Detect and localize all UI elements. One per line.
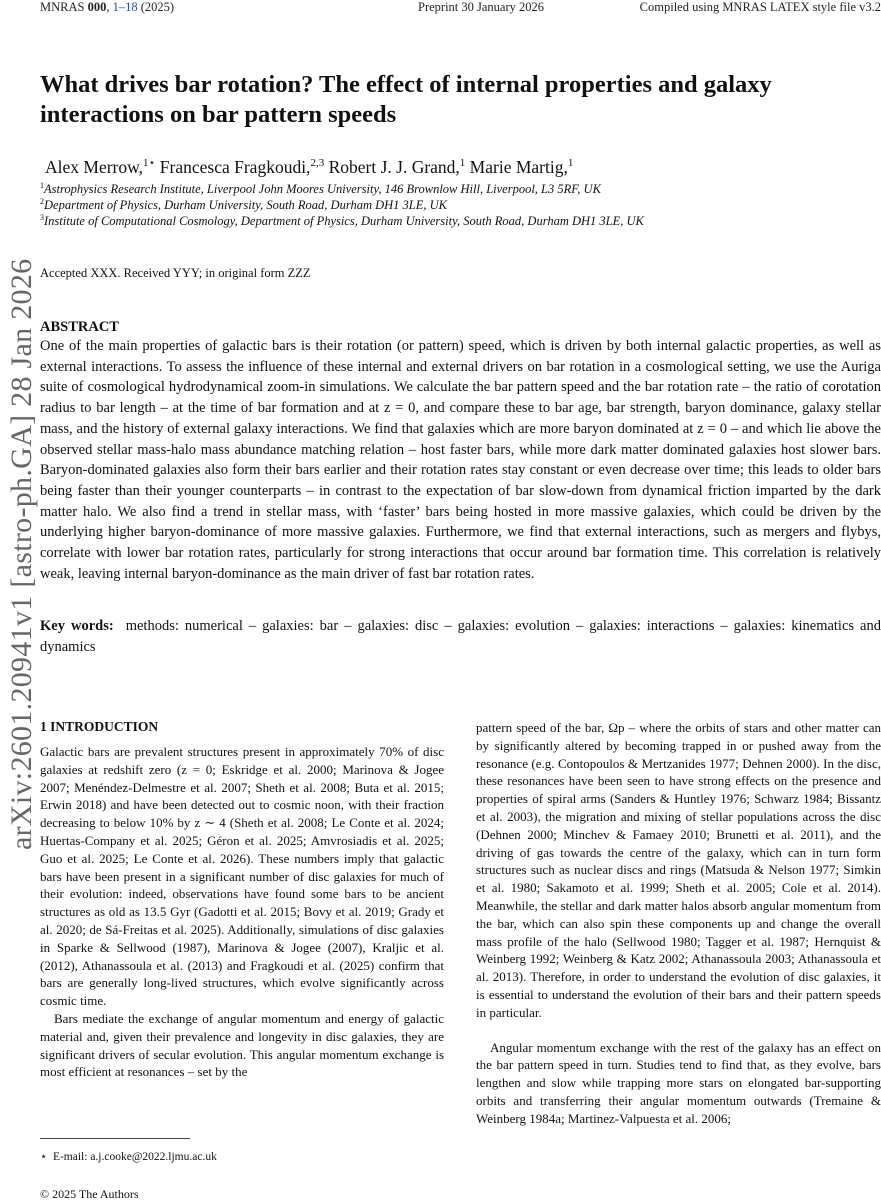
footnote-rule (40, 1138, 190, 1139)
keywords-text: methods: numerical – galaxies: bar – galaxies: disc – galaxies: evolution – galaxies: interactions – galaxies: kinematics and dynamics (40, 618, 881, 655)
body-paragraph: Angular momentum exchange with the rest of the galaxy has an effect on the bar pattern speed in turn. Studies tend to find that, as they evolve, bars lengthen and slow while trapping more stars on elongated bar-supporting orbits and transferring their angular momentum outwards (Tremaine & Weinberg 1984a; Martinez-Valpuesta et al. 2006; (476, 1039, 881, 1126)
affiliation-text: Institute of Computational Cosmology, Department of Physics, Durham University, South Road, Durham DH1 3LE, UK (44, 214, 644, 229)
author-name: Francesca Fragkoudi, (159, 156, 311, 177)
preprint-date: Preprint 30 January 2026 (418, 0, 545, 14)
accepted-received-line: Accepted XXX. Received YYY; in original form ZZZ (40, 266, 311, 280)
body-paragraph: Galactic bars are prevalent structures present in approximately 70% of disc galaxies at redshift zero (z = 0; Eskridge et al. 2000; Marinova & Jogee 2007; Menéndez-Delmestre et al. 2007; Sheth et al. 2008; Buta et al. 2015; Erwin 2018) and have been detected out to cosmic noon, with their fraction decreasing to below 10% by z ∼ 4 (Sheth et al. 2008; Le Conte et al. 2024; Huertas-Company et al. 2025; Géron et al. 2025; Amvrosiadis et al. 2025; Guo et al. 2025; Le Conte et al. 2026). These numbers imply that galactic bars have been present in a significant number of disc galaxies for much of their evolution: indeed, observations have found some bars to be ancient structures as old as 13.5 Gyr (Gadotti et al. 2015; Bovy et al. 2019; Grady et al. 2020; de Sá-Freitas et al. 2025). Additionally, simulations of disc galaxies in Sparke & Sellwood (1987), Marinova & Jogee (2007), Kraljic et al. (2012), Athanassoula et al. (2013) and Fragkoudi et al. (2025) confirm that bars are generally long-lived structures, which evolve significantly across cosmic time. (40, 744, 444, 1009)
author-list (45, 152, 573, 178)
journal-name: MNRAS (40, 0, 85, 14)
affiliation-number: 3 (40, 213, 44, 222)
author-name: Robert J. J. Grand, (328, 156, 460, 177)
footnote (40, 1150, 217, 1164)
page-range-link[interactable]: 1–18 (112, 0, 138, 14)
affiliation (40, 210, 644, 229)
affiliation-number: 2 (40, 197, 44, 206)
author-affiliation-mark: 1 (459, 157, 466, 169)
copyright-line: © 2025 The Authors (40, 1187, 139, 1201)
keywords-label: Key words: (40, 618, 114, 634)
running-header-journal: MNRAS 000, 1–18 (2025) (40, 0, 175, 14)
abstract-heading: ABSTRACT (40, 319, 119, 335)
arxiv-identifier-stamp: arXiv:2601.20941v1 [astro-ph.GA] 28 Jan 2026 (5, 258, 38, 850)
compiled-note: Compiled using MNRAS LATEX style file v3.2 (639, 0, 881, 14)
body-column-left (40, 743, 444, 1081)
author-affiliation-mark: 1 (567, 157, 574, 169)
footnote-email[interactable]: E-mail: a.j.cooke@2022.ljmu.ac.uk (52, 1151, 217, 1163)
footnote-mark: ⋆ (40, 1151, 48, 1163)
abstract-text: One of the main properties of galactic bars is their rotation (or pattern) speed, which is driven by both internal galactic properties, as well as external interactions. To assess the influence of these internal and external drivers on bar rotation in a cosmological setting, we use the Auriga suite of cosmological hydrodynamical zoom-in simulations. We calculate the bar pattern speed and the bar rotation rate – the ratio of corotation radius to bar length – at the time of bar formation and at z = 0, and compare these to bar age, bar strength, baryon dominance, galaxy stellar mass, and the history of external galaxy interactions. We find that galaxies which are more baryon dominated at z = 0 – and which lie above the observed stellar mass-halo mass abundance matching relation – host faster bars, while more dark matter dominated galaxies host slower bars. Baryon-dominated galaxies also form their bars earlier and their rotation rates stay constant or even decrease over time; this leads to older bars being faster than their younger counterparts – in contrast to the expectation of bar slow-down from dynamical friction imparted by the dark matter halo. We also find a trend in stellar mass, with ‘faster’ bars being hosted in more massive galaxies, which could be driven by the underlying higher baryon-dominance of more massive galaxies. Furthermore, we find that external interactions, such as mergers and flybys, correlate with lower bar rotation rates, particularly for strong interactions that occur around bar formation time. This correlation is relatively weak, leaving internal baryon-dominance as the main driver of fast bar rotation rates. (40, 338, 881, 582)
paper-title: What drives bar rotation? The effect of internal properties and galaxy interactions on bar pattern speeds (40, 71, 772, 128)
body-column-right (476, 719, 881, 1128)
author-name: Alex Merrow, (45, 156, 144, 177)
affiliation-number: 1 (40, 181, 44, 190)
affiliation-text: Department of Physics, Durham University, South Road, Durham DH1 3LE, UK (44, 198, 447, 213)
body-paragraph: pattern speed of the bar, Ωp – where the orbits of stars and other matter can by significantly altered by becoming trapped in or pushed away from the resonance (e.g. Contopoulos & Mertzanides 1977; Dehnen 2000). In the disc, these resonances have been seen to have strong effects on the presence and properties of spiral arms (Sanders & Huntley 1976; Schwarz 1984; Bissantz et al. 2003), the migration and mixing of stellar populations across the disc (Dehnen 2000; Minchev & Famaey 2010; Brunetti et al. 2011), and the driving of gas towards the centre of the galaxy, which can in turn form structures such as nuclear discs and rings (Matsuda & Nelson 1977; Simkin et al. 1980; Sakamoto et al. 1999; Sheth et al. 2005; Cole et al. 2014). Meanwhile, the stellar and dark matter halos absorb angular momentum from the bar, which can also spin these components up and change the overall mass profile of the halo (Sellwood 1980; Tagger et al. 1987; Hernquist & Weinberg 1992; Weinberg & Katz 2002; Athanassoula 2003; Athanassoula et al. 2013). Therefore, in order to understand the evolution of disc galaxies, it is essential to understand the evolution of their bars and their pattern speeds in particular. (476, 720, 881, 1020)
affiliation-text: Astrophysics Research Institute, Liverpool John Moores University, 146 Brownlow Hill, Liverpool, L3 5RF, UK (44, 182, 601, 197)
body-paragraph: Bars mediate the exchange of angular momentum and energy of galactic material and, given their prevalence and longevity in disc galaxies, they are significant drivers of secular evolution. This angular momentum exchange is most efficient at resonances – set by the (40, 1010, 444, 1080)
section-heading-introduction: 1 INTRODUCTION (40, 719, 159, 734)
keywords (40, 616, 881, 657)
author-affiliation-mark: 2,3 (310, 157, 325, 169)
author-name: Marie Martig, (469, 156, 568, 177)
journal-year: (2025) (140, 0, 175, 14)
journal-volume: 000 (87, 0, 107, 14)
author-affiliation-mark: 1⋆ (143, 157, 156, 169)
